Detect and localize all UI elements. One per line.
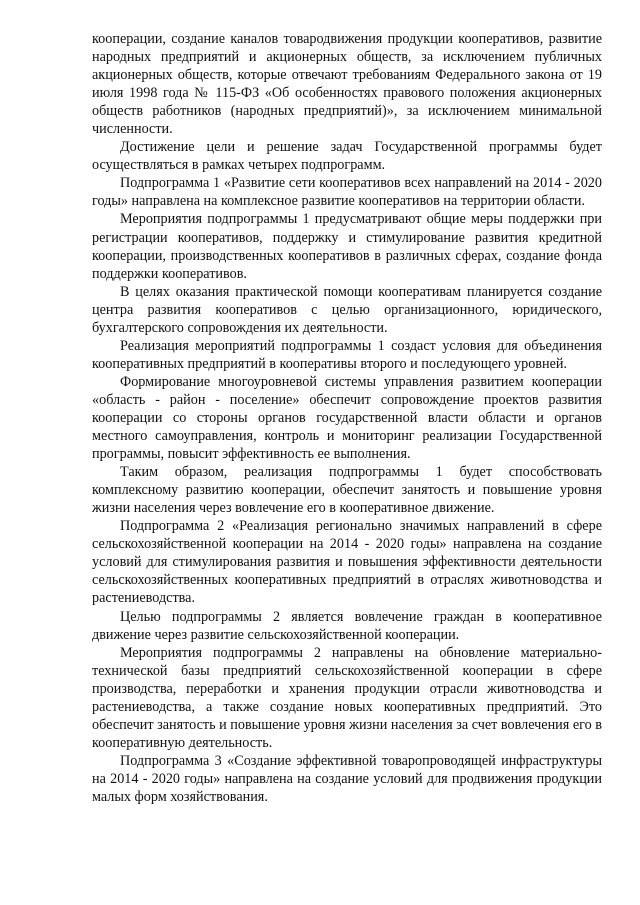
- document-page: [92, 30, 602, 806]
- paragraph-subprogram-1-implementation: Реализация мероприятий подпрограммы 1 создаст условия для объединения кооперативных предприятий в кооперативы второго и последующего уровней.: [92, 337, 602, 372]
- paragraph-subprogram-1-measures: Мероприятия подпрограммы 1 предусматривают общие меры поддержки при регистрации кооперативов, поддержку и стимулирование развития кредитной кооперации, производственных кооперативов в различных сферах, создание фонда поддержки кооперативов.: [92, 211, 602, 282]
- paragraph-multilevel-system: Формирование многоуровневой системы управления развитием кооперации «область - район - поселение» обеспечит сопровождение проектов развития кооперации со стороны органов государственной власти области и органов местного самоуправления, контроль и мониторинг реализации Государственной программы, повысит эффективность ее выполнения.: [92, 373, 602, 463]
- paragraph-development-center: В целях оказания практической помощи кооперативам планируется создание центра развития кооперативов с целью организационного, юридического, бухгалтерского сопровождения их деятельности.: [92, 283, 602, 336]
- paragraph-subprogram-3-intro: Подпрограмма 3 «Создание эффективной товаропроводящей инфраструктуры на 2014 - 2020 годы» направлена на создание условий для продвижения продукции малых форм хозяйствования.: [92, 752, 602, 805]
- paragraph-subprogram-2-goal: Целью подпрограммы 2 является вовлечение граждан в кооперативное движение через развитие сельскохозяйственной кооперации.: [92, 608, 602, 643]
- paragraph-subprogram-1-summary: Таким образом, реализация подпрограммы 1 будет способствовать комплексному развитию кооперации, обеспечит занятость и повышение уровня жизни населения через вовлечение его в кооперативное движение.: [92, 464, 602, 517]
- paragraph-subprogram-2-measures: Мероприятия подпрограммы 2 направлены на обновление материально-технической базы предприятий сельскохозяйственной кооперации в сфере производства, переработки и хранения продукции отрасли животноводства и растениеводства, а также создание новых кооперативных предприятий. Это обеспечит занятость и повышение уровня жизни населения за счет вовлечения его в кооперативную деятельность.: [92, 644, 602, 751]
- paragraph-goal-achievement: Достижение цели и решение задач Государственной программы будет осуществляться в рамках четырех подпрограмм.: [92, 139, 602, 174]
- paragraph-cooperation-continuation: кооперации, создание каналов товародвижения продукции кооперативов, развитие народных предприятий и акционерных обществ, за исключением публичных акционерных обществ, которые отвечают требованиям Федерального закона от 19 июля 1998 года № 115-ФЗ «Об особенностях правового положения акционерных обществ работников (народных предприятий)», за исключением минимальной численности.: [92, 31, 602, 138]
- paragraph-subprogram-1-intro: Подпрограмма 1 «Развитие сети кооперативов всех направлений на 2014 - 2020 годы» направлена на комплексное развитие кооперативов на территории области.: [92, 175, 602, 210]
- paragraph-subprogram-2-intro: Подпрограмма 2 «Реализация регионально значимых направлений в сфере сельскохозяйственной кооперации на 2014 - 2020 годы» направлена на создание условий для стимулирования развития и повышения эффективности деятельности сельскохозяйственных кооперативных предприятий в отраслях животноводства и растениеводства.: [92, 518, 602, 607]
